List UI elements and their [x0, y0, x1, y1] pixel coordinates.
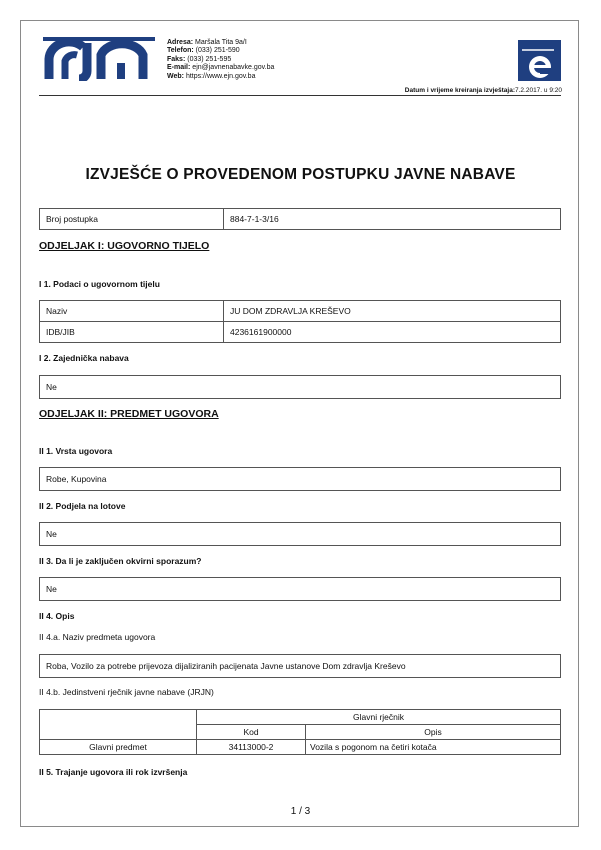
naziv-label: Naziv [40, 301, 224, 321]
broj-postupka-label: Broj postupka [40, 209, 224, 229]
ii4a-value: Roba, Vozilo za potrebe prijevoza dijaliziranih pacijenata Javne ustanove Dom zdravlja Kreševo [46, 661, 406, 671]
ii2-heading: II 2. Podjela na lotove [39, 501, 126, 511]
ii4a-heading: II 4.a. Naziv predmeta ugovora [39, 632, 156, 642]
report-datetime: Datum i vrijeme kreiranja izvještaja:7.2.2017. u 9:20 [404, 87, 562, 94]
address: Maršala Tita 9a/I [195, 39, 247, 46]
ii4a-box [39, 654, 561, 678]
ugovorno-tijelo-box [39, 300, 561, 343]
broj-postupka-value: 884-7-1-3/16 [230, 214, 279, 224]
ii4b-heading: II 4.b. Jedinstveni rječnik javne nabave (JRJN) [39, 687, 214, 697]
ii1-box [39, 467, 561, 491]
ii2-value: Ne [46, 529, 57, 539]
web-link[interactable]: https://www.ejn.gov.ba [185, 72, 256, 80]
broj-postupka-box [39, 208, 561, 230]
ii4-heading: II 4. Opis [39, 611, 75, 621]
page-number: 1 / 3 [290, 806, 311, 817]
ii2-box [39, 522, 561, 546]
jrjn-col-opis: Opis [306, 725, 561, 740]
jrjn-table [39, 709, 561, 755]
ejn-logo [43, 37, 155, 81]
jrjn-opis-value: Vozila s pogonom na četiri kotača [306, 740, 561, 755]
ii3-box [39, 577, 561, 601]
jrjn-col-kod: Kod [197, 725, 306, 740]
ii1-heading: II 1. Vrsta ugovora [39, 446, 113, 456]
email: ejn@javnenabavke.gov.ba [192, 64, 275, 72]
phone: (033) 251-590 [195, 47, 240, 55]
ejn-e-logo [518, 40, 561, 81]
contact-block: Adresa: Maršala Tita 9a/I Telefon: (033) 251-590 Faks: (033) 251-595 E-mail: ejn@javnenabavke.gov.ba Web: https://www.ejn.gov.ba [167, 39, 275, 80]
page-frame [20, 20, 579, 827]
i1-heading: I 1. Podaci o ugovornom tijelu [39, 279, 160, 289]
ii3-heading: II 3. Da li je zaključen okvirni sporazum? [39, 556, 202, 566]
jrjn-empty-cell [40, 710, 197, 725]
ii5-heading: II 5. Trajanje ugovora ili rok izvršenja [39, 767, 188, 777]
section1-heading: ODJELJAK I: UGOVORNO TIJELO [39, 240, 210, 252]
jrjn-row-label: Glavni predmet [40, 740, 197, 755]
ii3-value: Ne [46, 584, 57, 594]
jrjn-group-header: Glavni rječnik [197, 710, 561, 725]
header-divider [39, 95, 561, 96]
table-row [40, 740, 561, 755]
i2-value: Ne [46, 382, 57, 392]
idb-value: 4236161900000 [230, 327, 292, 337]
fax: (033) 251-595 [187, 55, 232, 63]
jrjn-empty-cell-2 [40, 725, 197, 740]
ii1-value: Robe, Kupovina [46, 474, 107, 484]
document-title: IZVJEŠĆE O PROVEDENOM POSTUPKU JAVNE NABAVE [85, 166, 516, 183]
jrjn-kod-value: 34113000-2 [197, 740, 306, 755]
i2-box [39, 375, 561, 399]
naziv-value: JU DOM ZDRAVLJA KREŠEVO [230, 306, 351, 316]
idb-label: IDB/JIB [40, 322, 224, 342]
section2-heading: ODJELJAK II: PREDMET UGOVORA [39, 408, 219, 420]
i2-heading: I 2. Zajednička nabava [39, 353, 129, 363]
